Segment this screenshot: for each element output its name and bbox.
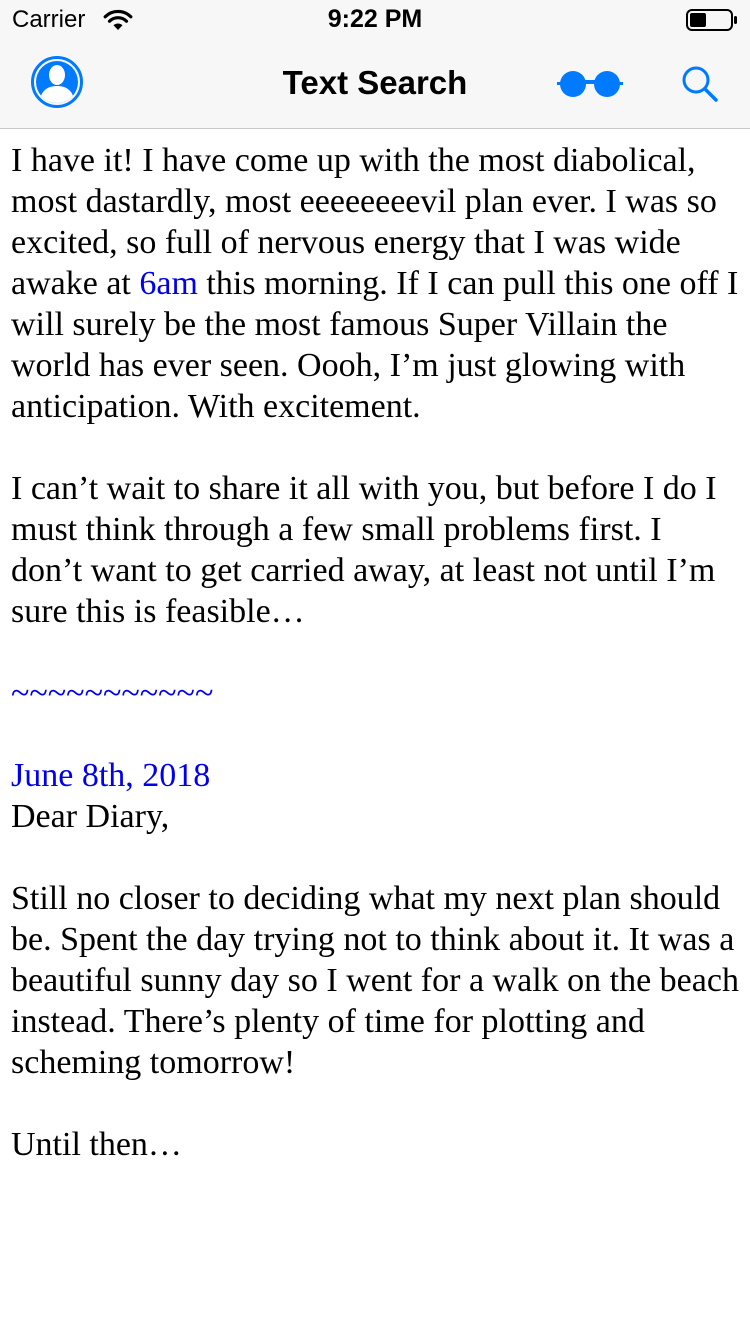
glasses-icon[interactable] — [556, 64, 624, 102]
paragraph-still: Still no closer to deciding what my next plan should be. Spent the day trying not to think about it. It was a beautiful sunny day so I went for a walk on the beach instead. There’s plenty of time for plotting and scheming tomorrow! — [11, 880, 739, 1081]
search-icon[interactable] — [680, 64, 720, 104]
paragraph-spacer — [11, 1083, 739, 1124]
entry-date-link[interactable]: June 8th, 2018 — [11, 757, 211, 794]
paragraph-spacer — [11, 837, 739, 878]
entry-closing: Until then… — [11, 1126, 182, 1163]
paragraph-plan — [11, 140, 739, 427]
page-title: Text Search — [282, 64, 468, 101]
paragraph-plan-text-end: this morning. If I can pull this one off I will surely be the most famous Super Villain the world has ever seen. Oooh, I’m just glowing with anticipation. With excitement. — [11, 265, 739, 425]
paragraph-spacer — [11, 632, 739, 673]
entry-greeting: Dear Diary, — [11, 798, 170, 835]
status-time: 9:22 PM — [327, 5, 423, 33]
paragraph-spacer — [11, 714, 739, 755]
paragraph-plan-text-start: I have it! I have come up with the most diabolical, most dastardly, most eeeeeeeevil plan ever. I was so excited, so full of nervous energy that I was wide awake at — [11, 142, 717, 302]
paragraph-spacer — [11, 427, 739, 468]
entry-divider: ~~~~~~~~~~~ — [11, 675, 214, 712]
status-bar — [0, 0, 750, 40]
paragraph-wait: I can’t wait to share it all with you, but before I do I must think through a few small problems first. I don’t want to get carried away, at least not until I’m sure this is feasible… — [11, 470, 717, 630]
time-link[interactable]: 6am — [139, 265, 198, 302]
diary-text — [11, 140, 739, 1165]
navigation-bar — [0, 40, 750, 129]
battery-icon — [686, 9, 738, 31]
carrier-label: Carrier — [12, 6, 86, 33]
